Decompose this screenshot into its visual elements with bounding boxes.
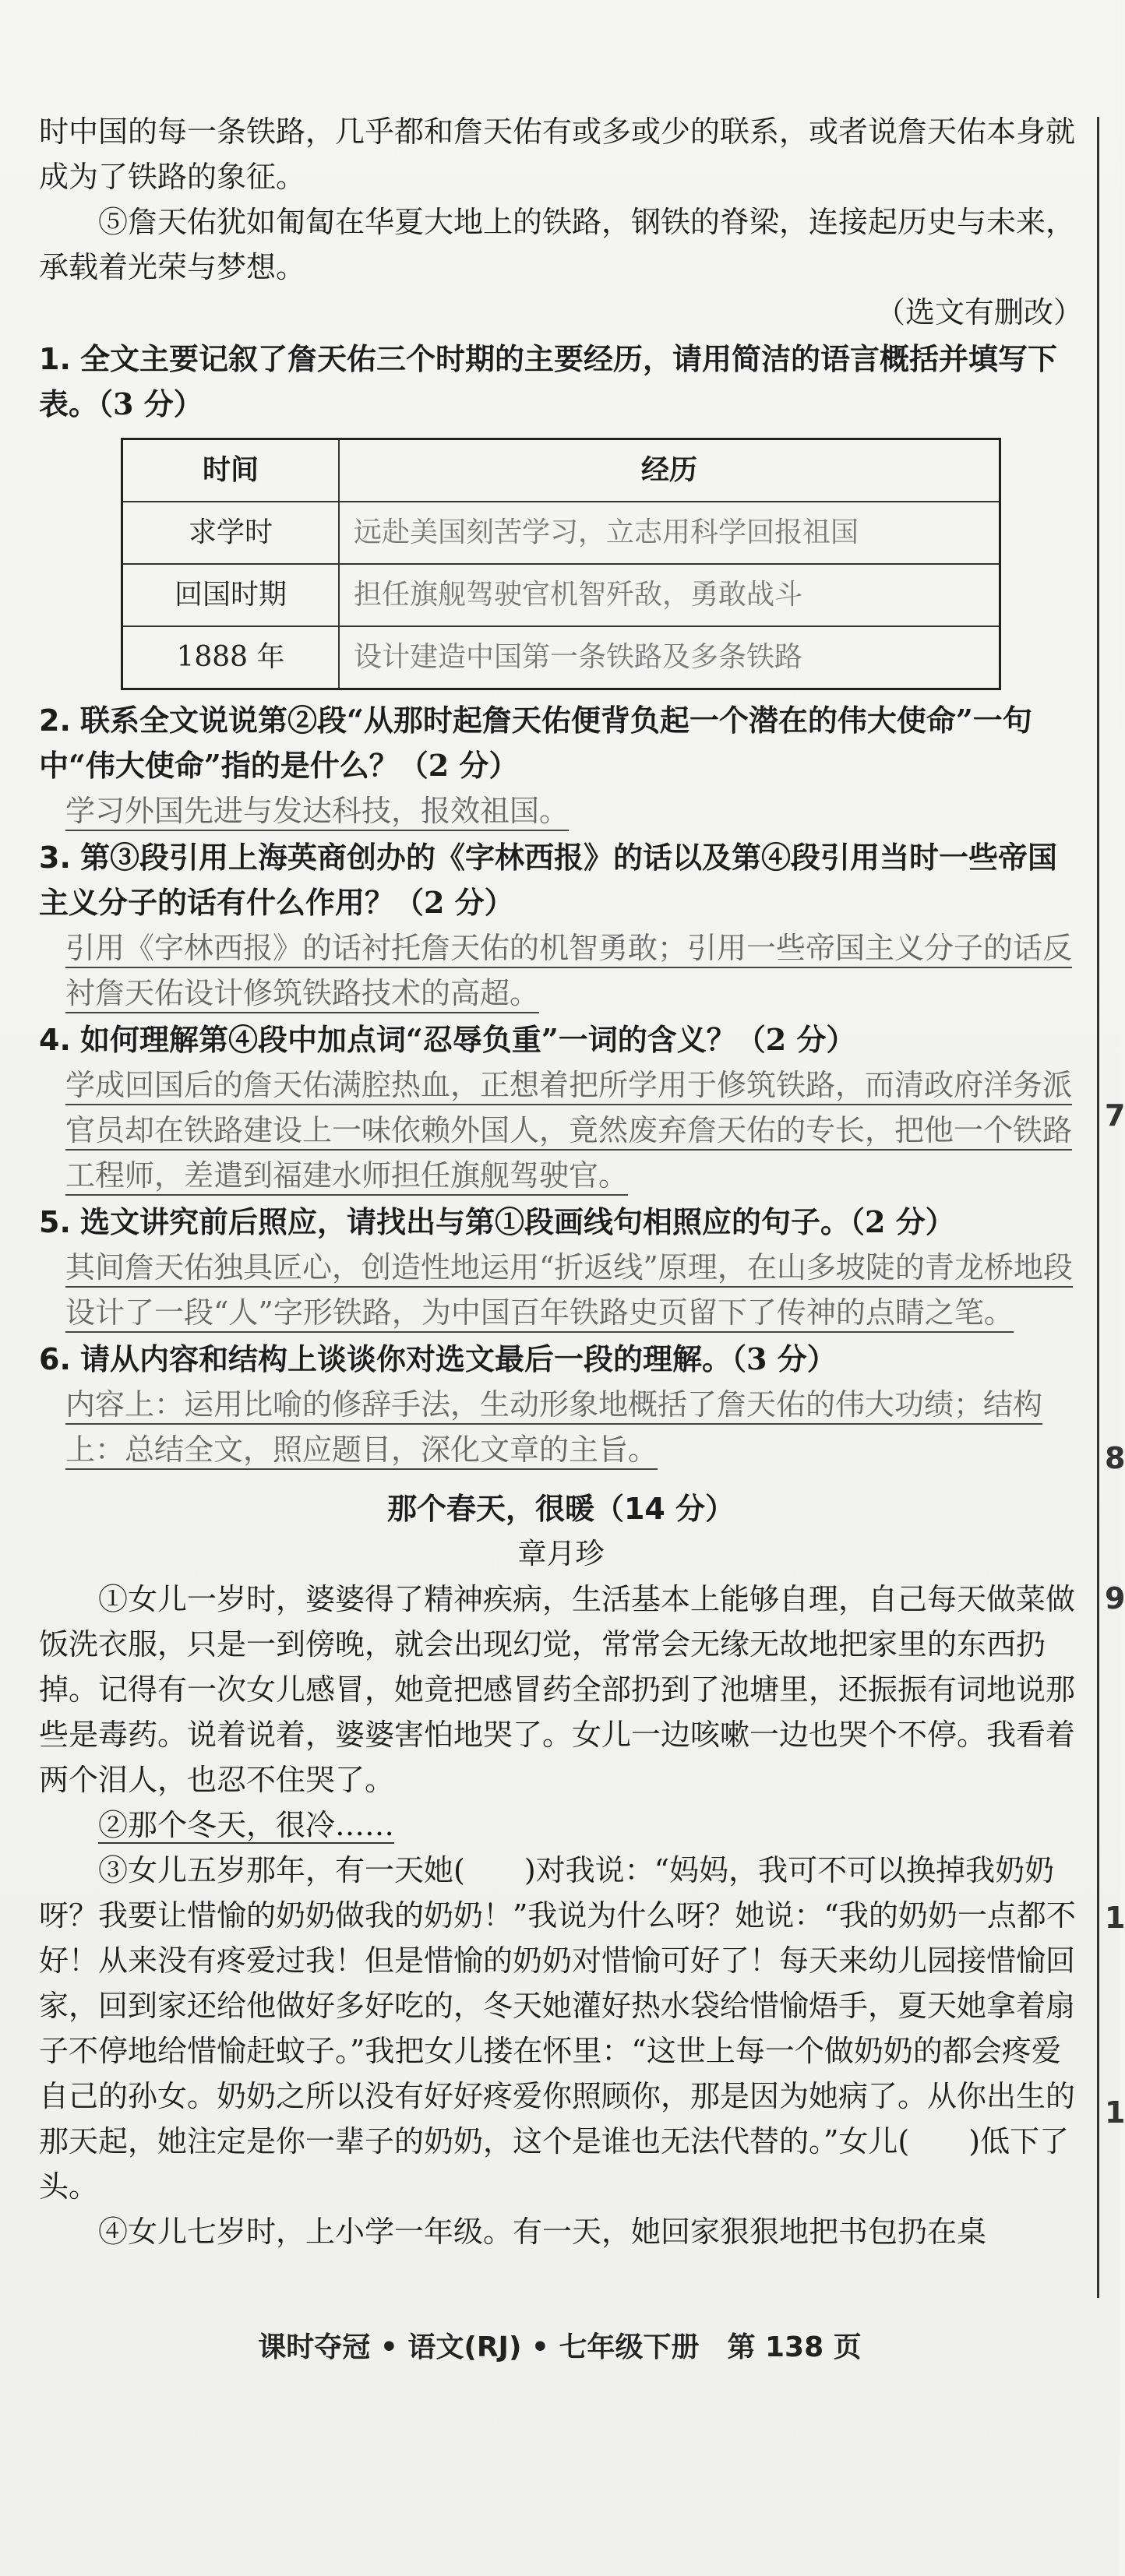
- answer-2: [65, 788, 1083, 833]
- story-title: 那个春天，很暖（14 分）: [386, 1492, 735, 1526]
- table-cell: 担任旗舰驾驶官机智歼敌，勇敢战斗: [339, 564, 1000, 626]
- edge-mark: 9: [1105, 1581, 1125, 1616]
- source-note: （选文有删改）: [875, 295, 1083, 329]
- answer-5: [65, 1245, 1083, 1335]
- page-footer: 课时夺冠 • 语文(RJ) • 七年级下册 第 138 页: [258, 2331, 862, 2363]
- table-header-row: [122, 439, 1000, 502]
- table-header: 经历: [339, 439, 1000, 502]
- edge-mark: 1: [1105, 1901, 1125, 1935]
- edge-mark: 7: [1105, 1098, 1125, 1133]
- answer-text: 其间詹天佑独具匠心，创造性地运用“折返线”原理，在山多坡陡的青龙桥地段设计了一段“人”字形铁路，为中国百年铁路史页留下了传神的点睛之笔。: [65, 1250, 1073, 1333]
- table-row: [122, 502, 1000, 564]
- question-number: 4.: [39, 1023, 71, 1057]
- question-number: 1.: [39, 342, 71, 376]
- table-row: [122, 626, 1000, 689]
- answer-6: [65, 1382, 1083, 1472]
- answer-4: [65, 1062, 1083, 1198]
- story-paragraph: ③女儿五岁那年，有一天她( )对我说：“妈妈，我可不可以换掉我奶奶呀？我要让惜愉的奶奶做我的奶奶！”我说为什么呀？她说：“我的奶奶一点都不好！从来没有疼爱过我！但是惜愉的奶奶对惜愉可好了！每天来幼儿园接惜愉回家，回到家还给他做好多好吃的，冬天她灌好热水袋给惜愉焐手，夏天她拿着扇子不停地给惜愉赶蚊子。”我把女儿搂在怀里：“这世上每一个做奶奶的都会疼爱自己的孙女。奶奶之所以没有好好疼爱你照顾你，那是因为她病了。从你出生的那天起，她注定是你一辈子的奶奶，这个是谁也无法代替的。”女儿( )低下了头。: [39, 1853, 1076, 2204]
- table-cell: 求学时: [122, 502, 340, 564]
- question-text: 选文讲究前后照应，请找出与第①段画线句相照应的句子。（2 分）: [79, 1204, 955, 1239]
- edge-mark: 1: [1105, 2095, 1125, 2130]
- question-number: 5.: [39, 1205, 71, 1239]
- question-text: 联系全文说说第②段“从那时起詹天佑便背负起一个潜在的伟大使命”一句中“伟大使命”指的是什么？（2 分）: [39, 703, 1032, 783]
- question-number: 6.: [39, 1342, 71, 1376]
- story-paragraph: [39, 1802, 1083, 1848]
- answer-text: 学习外国先进与发达科技，报效祖国。: [65, 794, 569, 831]
- experience-table: [121, 438, 1001, 690]
- story-paragraph: ④女儿七岁时，上小学一年级。有一天，她回家狠狠地把书包扔在桌: [98, 2215, 987, 2249]
- underlined-sentence: ②那个冬天，很冷……: [98, 1808, 395, 1842]
- story-paragraph: ①女儿一岁时，婆婆得了精神疾病，生活基本上能够自理，自己每天做菜做饭洗衣服，只是一到傍晚，就会出现幻觉，常常会无缘无故地把家里的东西扔掉。记得有一次女儿感冒，她竟把感冒药全部扔到了池塘里，还振振有词地说那些是毒药。说着说着，婆婆害怕地哭了。女儿一边咳嗽一边也哭个不停。我看着两个泪人，也忍不住哭了。: [39, 1582, 1076, 1797]
- question-text: 第③段引用上海英商创办的《字林西报》的话以及第④段引用当时一些帝国主义分子的话有什么作用？（2 分）: [39, 840, 1057, 920]
- adjacent-column-fragments: [1105, 0, 1125, 2337]
- story-author: 章月珍: [517, 1537, 605, 1570]
- table-cell: 回国时期: [122, 564, 340, 626]
- table-row: [122, 564, 1000, 626]
- question-3: [39, 835, 1083, 925]
- table-header: 时间: [122, 439, 340, 502]
- intro-paragraph: 时中国的每一条铁路，几乎都和詹天佑有或多或少的联系，或者说詹天佑本身就成为了铁路的象征。: [39, 115, 1076, 194]
- intro-paragraph: ⑤詹天佑犹如匍匐在华夏大地上的铁路，钢铁的脊梁，连接起历史与未来，承载着光荣与梦想。: [39, 205, 1076, 284]
- question-text: 全文主要记叙了詹天佑三个时期的主要经历，请用简洁的语言概括并填写下表。（3 分）: [39, 341, 1057, 421]
- table-cell: 远赴美国刻苦学习，立志用科学回报祖国: [339, 502, 1000, 564]
- question-text: 如何理解第④段中加点词“忍辱负重”一词的含义？（2 分）: [79, 1022, 856, 1057]
- question-text: 请从内容和结构上谈谈你对选文最后一段的理解。（3 分）: [79, 1341, 837, 1376]
- edge-mark: 8: [1105, 1441, 1125, 1475]
- question-2: [39, 698, 1083, 788]
- question-4: [39, 1017, 1083, 1062]
- answer-3: [65, 925, 1083, 1016]
- question-6: [39, 1337, 1083, 1382]
- table-cell: 1888 年: [122, 626, 340, 689]
- question-5: [39, 1200, 1083, 1245]
- table-cell: 设计建造中国第一条铁路及多条铁路: [339, 626, 1000, 689]
- column-divider: [1097, 117, 1099, 2298]
- answer-text: 引用《字林西报》的话衬托詹天佑的机智勇敢；引用一些帝国主义分子的话反衬詹天佑设计修筑铁路技术的高超。: [65, 931, 1072, 1013]
- question-number: 3.: [39, 840, 71, 875]
- main-column: [39, 109, 1083, 2254]
- answer-text: 内容上：运用比喻的修辞手法，生动形象地概括了詹天佑的伟大功绩；结构上：总结全文，照应题目，深化文章的主旨。: [65, 1387, 1042, 1470]
- answer-text: 学成回国后的詹天佑满腔热血，正想着把所学用于修筑铁路，而清政府洋务派官员却在铁路建设上一味依赖外国人，竟然废弃詹天佑的专长，把他一个铁路工程师，差遣到福建水师担任旗舰驾驶官。: [65, 1068, 1072, 1196]
- question-1: [39, 337, 1083, 427]
- question-number: 2.: [39, 703, 71, 738]
